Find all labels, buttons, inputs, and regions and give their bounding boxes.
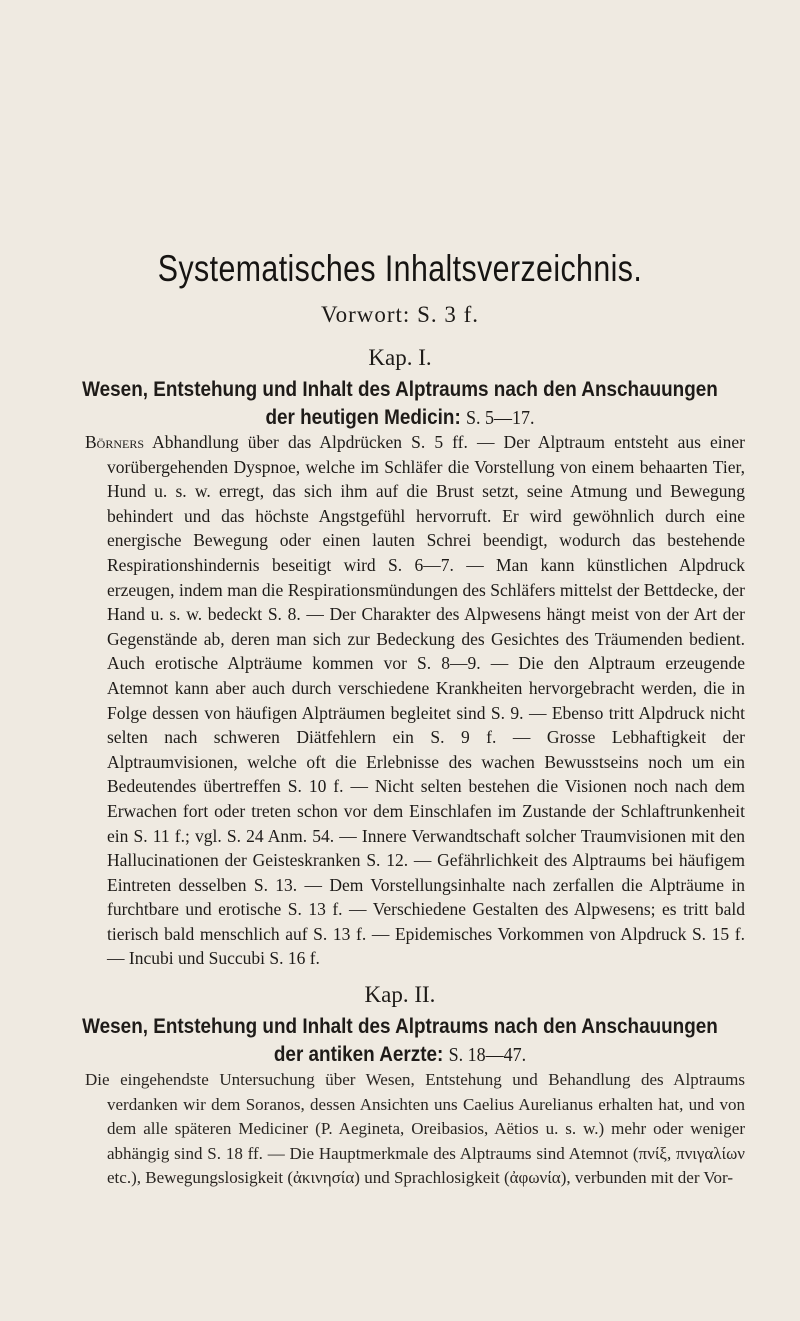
- page-title: Systematisches Inhaltsverzeichnis.: [157, 248, 643, 289]
- chapter-1-lead-name: Börners: [85, 432, 145, 452]
- chapter-2-label: Kap. II.: [364, 982, 436, 1007]
- chapter-1-pages: S. 5—17.: [466, 407, 535, 429]
- chapter-1-summary: [85, 430, 745, 971]
- chapter-1-heading: [76, 376, 724, 432]
- chapter-2-heading: [76, 1013, 724, 1069]
- chapter-2-heading-text: Wesen, Entstehung und Inhalt des Alptraums nach den Anschauungen der antiken Aerzte:: [82, 1015, 718, 1066]
- vorwort-line: Vorwort: S. 3 f.: [320, 302, 480, 327]
- chapter-1-label: Kap. I.: [368, 345, 432, 370]
- chapter-1-heading-text: Wesen, Entstehung und Inhalt des Alptraums nach den Anschauungen der heutigen Medicin:: [82, 378, 718, 429]
- chapter-1-summary-text: Abhandlung über das Alpdrücken S. 5 ff. — Der Alptraum entsteht aus einer vorübergehenden Dyspnoe, welche im Schläfer die Vorstellung von einem behaarten Tier, Hund u. s. w. erregt, das sich ihm auf die Brust setzt, seine Atmung und Bewegung behindert und das höchste Angstgefühl hervorruft. Er wird gewöhnlich durch eine energische Bewegung oder einen lauten Schrei beendigt, wodurch das bestehende Respirationshindernis beseitigt wird S. 6—7. — Man kann künstlichen Alpdruck erzeugen, indem man die Respirationsmündungen des Schläfers mittelst der Bettdecke, der Hand u. s. w. bedeckt S. 8. — Der Charakter des Alpwesens hängt meist von der Art der Gegenstände ab, deren man sich zur Bedeckung des Gesichtes des Träumenden bedient. Auch erotische Alpträume kommen vor S. 8—9. — Die den Alptraum erzeugende Atemnot kann aber auch durch verschiedene Krankheiten hervorgebracht werden, die in Folge dessen von häufigen Alpträumen begleitet sind S. 9. — Ebenso tritt Alpdruck nicht selten nach schweren Diätfehlern ein S. 9 f. — Grosse Lebhaftigkeit der Alptraumvisionen, welche oft die Erlebnisse des wachen Bewusstseins noch um ein Bedeutendes übertreffen S. 10 f. — Nicht selten bestehen die Visionen noch nach dem Erwachen fort oder treten schon vor dem Einschlafen im Zustande der Schlaftrunkenheit ein S. 11 f.; vgl. S. 24 Anm. 54. — Innere Verwandtschaft solcher Traumvisionen mit den Hallucinationen der Geisteskranken S. 12. — Gefährlichkeit des Alptraums bei häufigem Eintreten desselben S. 13. — Dem Vorstellungsinhalte nach zerfallen die Alpträume in furchtbare und erotische S. 13 f. — Verschiedene Gestalten des Alpwesens; es tritt bald tierisch bald menschlich auf S. 13 f. — Epidemisches Vorkommen von Alpdruck S. 15 f. — Incubi und Succubi S. 16 f.: [107, 432, 745, 969]
- chapter-2-summary: Die eingehendste Untersuchung über Wesen, Entstehung und Behandlung des Alptraums verdanken wir dem Soranos, dessen Ansichten uns Caelius Aurelianus erhalten hat, und von dem alle späteren Mediciner (P. Aegineta, Oreibasios, Aëtios u. s. w.) mehr oder weniger abhängig sind S. 18 ff. — Die Hauptmerkmale des Alptraums sind Atemnot (πνίξ, πνιγαλίων etc.), Bewegungslosigkeit (ἀκινησία) und Sprachlosigkeit (ἀφωνία), verbunden mit der Vor-: [85, 1070, 745, 1188]
- chapter-2-pages: S. 18—47.: [448, 1044, 527, 1066]
